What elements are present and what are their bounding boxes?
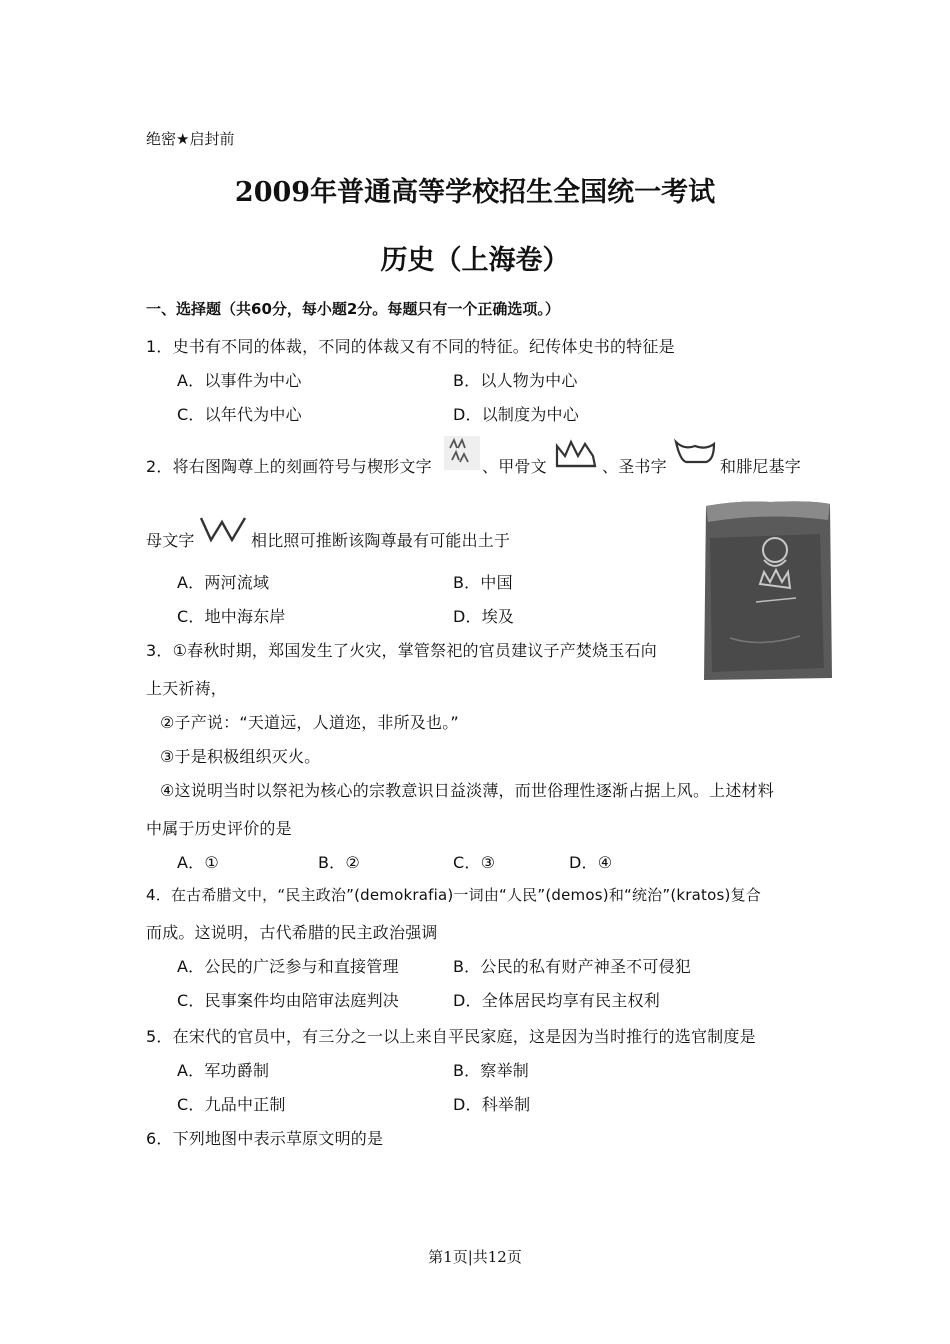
q4-option-a: A．公民的广泛参与和直接管理 (177, 957, 399, 976)
q2-option-c: C．地中海东岸 (177, 607, 286, 626)
q1-option-b: B．以人物为中心 (453, 371, 578, 390)
q4-line-1: 4．在古希腊文中，“民主政治”(demokrafia)一词由“人民”(demos)和“统治”(kratos)复合 (146, 886, 761, 904)
q3-line-3: ②子产说：“天道远，人道迩，非所及也。” (160, 713, 459, 732)
q5-option-a: A．军功爵制 (177, 1061, 270, 1080)
oracle-bone-symbol-icon (553, 436, 599, 470)
q2-text-1: 2．将右图陶尊上的刻画符号与楔形文字 (146, 457, 432, 476)
q5-option-d: D．科举制 (453, 1095, 531, 1114)
secret-label: 绝密★启封前 (146, 130, 235, 148)
q2-text-4: 和腓尼基字 (720, 457, 802, 476)
q6-stem: 6．下列地图中表示草原文明的是 (146, 1129, 384, 1148)
q3-line-5: ④这说明当时以祭祀为核心的宗教意识日益淡薄，而世俗理性逐渐占据上风。上述材料 (160, 781, 774, 800)
q2-option-d: D．埃及 (453, 607, 515, 626)
q4-option-c: C．民事案件均由陪审法庭判决 (177, 991, 399, 1010)
q2-text-3: 、圣书字 (602, 457, 667, 476)
q2-text-5: 母文字 (146, 531, 195, 550)
q1-option-a: A．以事件为中心 (177, 371, 302, 390)
q4-option-b: B．公民的私有财产神圣不可侵犯 (453, 957, 691, 976)
q1-option-c: C．以年代为中心 (177, 405, 302, 424)
exam-title: 2009年普通高等学校招生全国统一考试 (234, 177, 716, 208)
q2-text-6: 相比照可推断该陶尊最有可能出土于 (251, 531, 511, 550)
q4-line-2: 而成。这说明，古代希腊的民主政治强调 (146, 923, 438, 942)
hieroglyph-symbol-icon (672, 436, 718, 468)
q3-option-d: D．④ (569, 853, 613, 872)
cuneiform-symbol-icon (444, 436, 480, 470)
q4-option-d: D．全体居民均享有民主权利 (453, 991, 660, 1010)
exam-subtitle: 历史（上海卷） (380, 245, 570, 276)
q2-option-b: B．中国 (453, 573, 513, 592)
q3-line-4: ③于是积极组织灭火。 (160, 747, 321, 766)
phoenician-symbol-icon (198, 514, 248, 544)
q2-option-a: A．两河流域 (177, 573, 270, 592)
q1-stem: 1．史书有不同的体裁，不同的体裁又有不同的特征。纪传体史书的特征是 (146, 337, 675, 356)
q1-option-d: D．以制度为中心 (453, 405, 579, 424)
q3-option-c: C．③ (453, 853, 496, 872)
q3-line-6: 中属于历史评价的是 (146, 819, 292, 838)
page-footer: 第1页|共12页 (428, 1248, 522, 1266)
q3-option-a: A．① (177, 853, 219, 872)
q5-option-c: C．九品中正制 (177, 1095, 286, 1114)
q3-line-1: 3．①春秋时期，郑国发生了火灾，掌管祭祀的官员建议子产焚烧玉石向 (146, 641, 657, 660)
q5-option-b: B．察举制 (453, 1061, 529, 1080)
q2-text-2: 、甲骨文 (482, 457, 547, 476)
section-heading: 一、选择题（共60分，每小题2分。每题只有一个正确选项。） (146, 300, 560, 318)
q3-option-b: B．② (318, 853, 360, 872)
pottery-jar-image (700, 498, 836, 680)
q5-stem: 5．在宋代的官员中，有三分之一以上来自平民家庭，这是因为当时推行的选官制度是 (146, 1027, 756, 1046)
q3-line-2: 上天祈祷， (146, 679, 228, 698)
